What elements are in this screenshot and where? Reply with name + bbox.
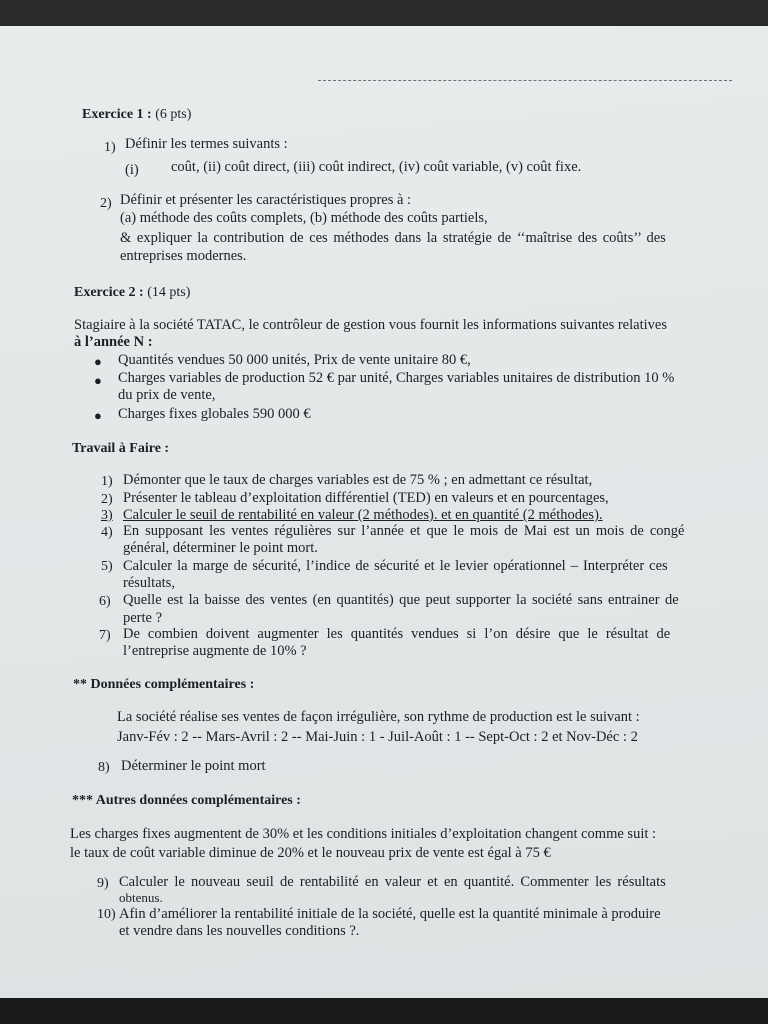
task-number: 4)	[101, 525, 113, 540]
ex1-q1-sub-text: coût, (ii) coût direct, (iii) coût indirect, (iv) coût variable, (v) coût fixe.	[171, 159, 582, 175]
task-3-text: Calculer le seuil de rentabilité en valeur (2 méthodes). et en quantité (2 méthodes).	[123, 507, 603, 523]
ex1-q1-number: 1)	[104, 140, 116, 155]
task-number: 6)	[99, 594, 111, 609]
task-number: 2)	[101, 492, 113, 507]
ex1-q1-sub-number: (i)	[125, 162, 139, 178]
task-number: 10)	[97, 907, 116, 922]
bullet-dot: ●	[94, 373, 102, 388]
task-7-line2: l’entreprise augmente de 10% ?	[123, 643, 307, 659]
task-6-line1: Quelle est la baisse des ventes (en quantités) que peut supporter la société sans entrainer de	[123, 592, 679, 608]
ex2-bullet-2-cont: du prix de vente,	[118, 387, 216, 403]
ex1-q2-line4: entreprises modernes.	[120, 248, 247, 264]
exercise-1-points: (6 pts)	[155, 107, 192, 122]
task-4-line2: général, déterminer le point mort.	[123, 540, 318, 556]
task-6-line2: perte ?	[123, 610, 163, 626]
donnees-complementaires-heading: ** Données complémentaires :	[73, 677, 255, 692]
autres-donnees-heading: *** Autres données complémentaires :	[72, 793, 301, 808]
task-10-line1: Afin d’améliorer la rentabilité initiale de la société, quelle est la quantité minimale à produire	[119, 906, 661, 922]
task-7-line1: De combien doivent augmenter les quantités vendues si l’on désire que le résultat de	[123, 626, 671, 642]
bullet-dot: ●	[94, 354, 102, 369]
header-divider	[318, 80, 732, 81]
task-number: 9)	[97, 876, 109, 891]
task-number: 5)	[101, 559, 113, 574]
exercise-1-heading	[82, 107, 191, 123]
task-9-line1: Calculer le nouveau seuil de rentabilité en valeur et en quantité. Commenter les résultats	[119, 874, 666, 890]
task-9-line2: obtenus.	[119, 890, 163, 905]
ex2-intro-line2: à l’année N :	[74, 334, 153, 350]
task-number: 1)	[101, 474, 113, 489]
task-8-text: Déterminer le point mort	[121, 758, 266, 774]
ex2-bullet-2: Charges variables de production 52 € par unité, Charges variables unitaires de distribution 10 %	[118, 370, 675, 386]
ex1-q2-line2: (a) méthode des coûts complets, (b) méthode des coûts partiels,	[120, 210, 488, 226]
task-5-line2: résultats,	[123, 575, 175, 591]
task-4-line1: En supposant les ventes régulières sur l’année et que le mois de Mai est un mois de congé	[123, 523, 685, 539]
autres-line1: Les charges fixes augmentent de 30% et les conditions initiales d’exploitation changent comme suit :	[70, 826, 657, 842]
exercise-2-heading	[74, 285, 190, 301]
task-5-line1: Calculer la marge de sécurité, l’indice de sécurité et le levier opérationnel – Interpréter ces	[123, 558, 668, 574]
ex2-intro-line1: Stagiaire à la société TATAC, le contrôleur de gestion vous fournit les informations suivantes relatives	[74, 317, 667, 333]
ex1-q2-line1: Définir et présenter les caractéristiques propres à :	[120, 192, 412, 208]
autres-line2: le taux de coût variable diminue de 20% et le nouveau prix de vente est égal à 75 €	[70, 845, 551, 861]
travail-a-faire-heading: Travail à Faire :	[72, 441, 170, 456]
exercise-2-title: Exercice 2 :	[74, 285, 144, 300]
background-edge	[0, 998, 768, 1024]
ex2-bullet-3: Charges fixes globales 590 000 €	[118, 406, 311, 422]
task-number: 8)	[98, 760, 110, 775]
task-1-text: Démonter que le taux de charges variables est de 75 % ; en admettant ce résultat,	[123, 472, 593, 488]
donnees-line1: La société réalise ses ventes de façon irrégulière, son rythme de production est le suivant :	[117, 709, 640, 725]
exam-sheet	[0, 26, 768, 998]
ex1-q2-line3: & expliquer la contribution de ces méthodes dans la stratégie de ‘‘maîtrise des coûts’’ des	[120, 230, 666, 246]
task-number: 7)	[99, 628, 111, 643]
ex1-q1-text: Définir les termes suivants :	[125, 136, 288, 152]
ex1-q2-number: 2)	[100, 196, 112, 211]
exercise-2-points: (14 pts)	[147, 285, 191, 300]
ex2-bullet-1: Quantités vendues 50 000 unités, Prix de vente unitaire 80 €,	[118, 352, 471, 368]
exercise-1-title: Exercice 1 :	[82, 107, 152, 122]
task-10-line2: et vendre dans les nouvelles conditions ?.	[119, 923, 360, 939]
donnees-line2: Janv-Fév : 2 -- Mars-Avril : 2 -- Mai-Juin : 1 - Juil-Août : 1 -- Sept-Oct : 2 et Nov-Déc : 2	[117, 729, 638, 745]
task-2-text: Présenter le tableau d’exploitation différentiel (TED) en valeurs et en pourcentages,	[123, 490, 609, 506]
task-number: 3)	[101, 508, 113, 523]
bullet-dot: ●	[94, 408, 102, 423]
